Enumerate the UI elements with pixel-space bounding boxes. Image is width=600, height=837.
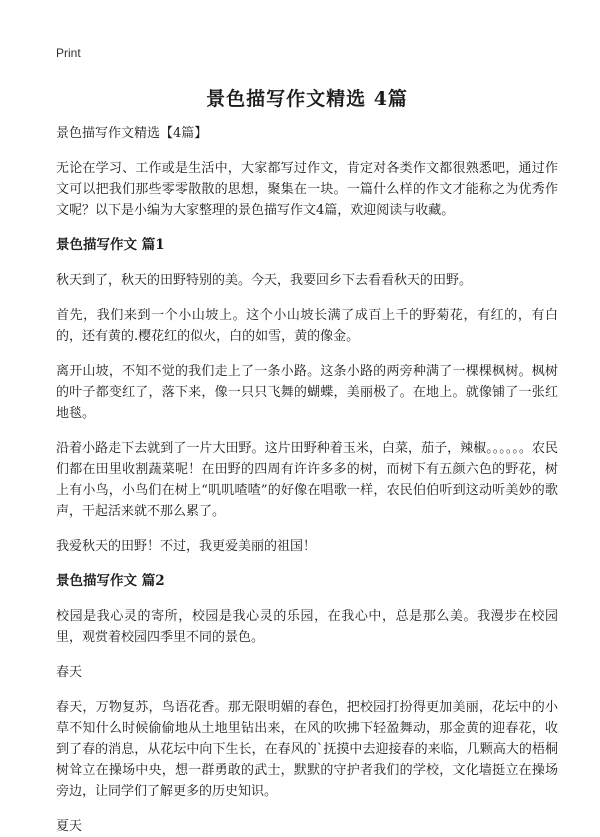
paragraph: 沿着小路走下去就到了一片大田野。这片田野种着玉米，白菜，茄子，辣椒。。。。。。农民们都在田里收割蔬菜呢！在田野的四周有许许多多的树，而树下有五颜六色的野花，树上有小鸟，小鸟们在树上“叽叽喳喳”的好像在唱歌一样，农民伯伯听到这动听美妙的歌声，干起活来就不那么累了。 bbox=[56, 441, 558, 519]
paragraph: 春天，万物复苏，鸟语花香。那无限明媚的春色，把校园打扮得更加美丽，花坛中的小草不知什么时候偷偷地从土地里钻出来，在风的吹拂下轻盈舞动，那金黄的迎春花，收到了春的消息，从花坛中向下生长，在春风的`抚摸中去迎接春的来临，几颗高大的梧桐树耸立在操场中央，想一群勇敢的武士，默默的守护者我们的学校，文化墙挺立在操场旁边，让同学们了解更多的历史知识。 bbox=[56, 700, 558, 799]
page-title: 景色描写作文精选 4篇 bbox=[206, 88, 408, 110]
section-heading-1: 景色描写作文 篇1 bbox=[56, 237, 165, 253]
paragraph: 离开山坡，不知不觉的我们走上了一条小路。这条小路的两旁种满了一棵棵枫树。枫树的叶子都变红了，落下来，像一只只飞舞的蝴蝶，美丽极了。在地上。就像铺了一张红地毯。 bbox=[56, 364, 558, 421]
paragraph: 秋天到了，秋天的田野特别的美。今天，我要回乡下去看看秋天的田野。 bbox=[56, 273, 473, 288]
paragraph: 校园是我心灵的寄所，校园是我心灵的乐园，在我心中，总是那么美。我漫步在校园里，观赏着校园四季里不同的景色。 bbox=[56, 609, 558, 645]
document-subtitle: 景色描写作文精选【4篇】 bbox=[56, 126, 208, 141]
season-heading-spring: 春天 bbox=[56, 665, 83, 680]
print-label: Print bbox=[56, 46, 81, 60]
paragraph: 首先，我们来到一个小山坡上。这个小山坡长满了成百上千的野菊花，有红的，有白的，还有黄的.樱花红的似火，白的如雪，黄的像金。 bbox=[56, 308, 558, 344]
paragraph: 我爱秋天的田野！不过，我更爱美丽的祖国！ bbox=[56, 539, 317, 554]
intro-paragraph: 无论在学习、工作或是生活中，大家都写过作文，肯定对各类作文都很熟悉吧，通过作文可以把我们那些零零散散的思想，聚集在一块。一篇什么样的作文才能称之为优秀作文呢？以下是小编为大家整理的景色描写作文4篇，欢迎阅读与收藏。 bbox=[56, 161, 558, 218]
section-heading-2: 景色描写作文 篇2 bbox=[56, 573, 165, 589]
season-heading-summer: 夏天 bbox=[56, 819, 83, 834]
